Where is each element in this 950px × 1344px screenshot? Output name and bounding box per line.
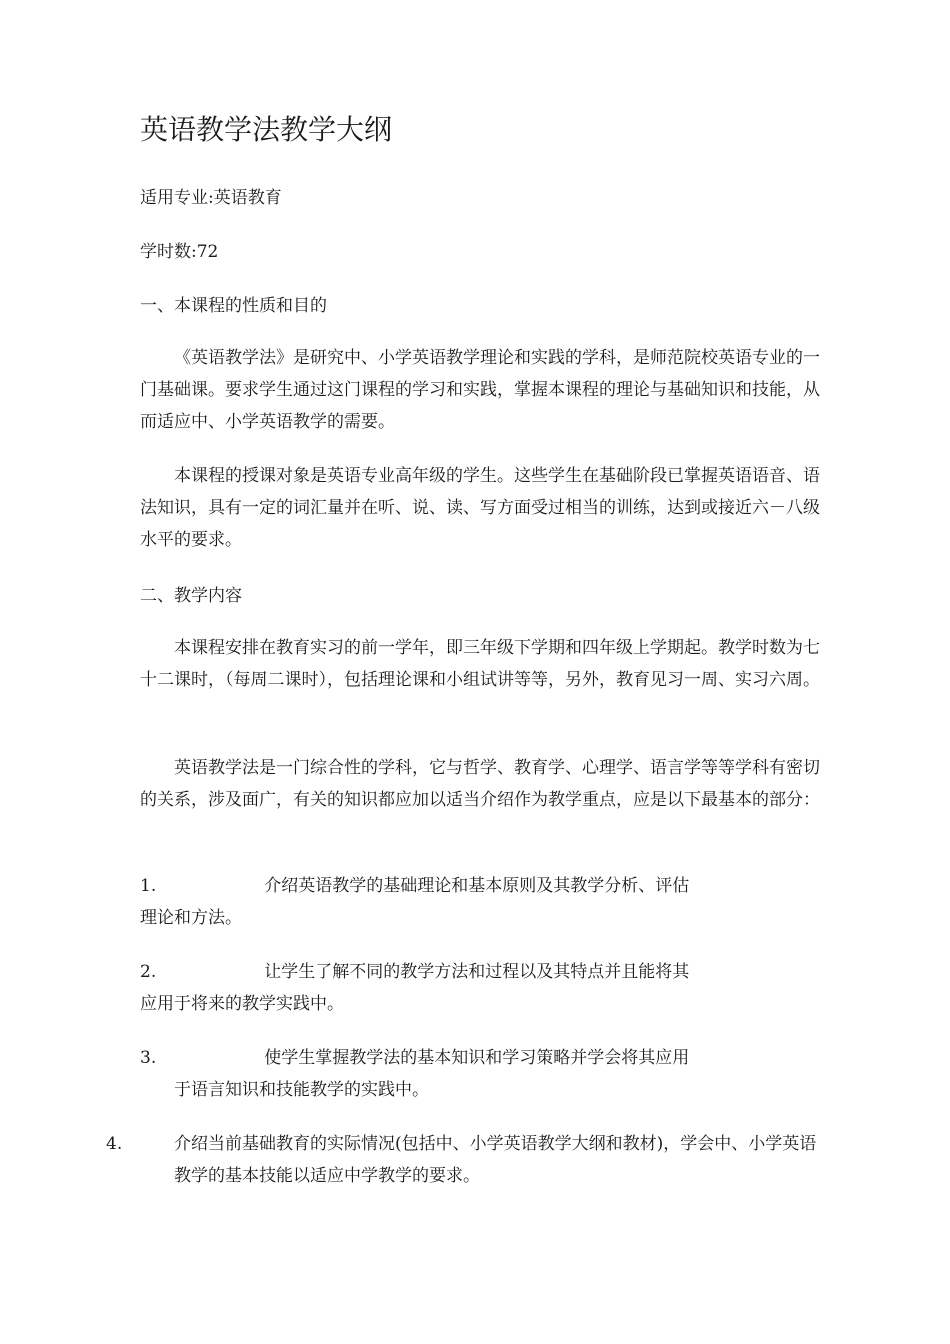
list-item [140, 870, 830, 934]
section2-paragraph-1: 本课程安排在教育实习的前一学年，即三年级下学期和四年级上学期起。教学时数为七十二课时，（每周二课时），包括理论课和小组试讲等等，另外，教育见习一周、实习六周。 [140, 638, 820, 690]
section-heading-1: 一、本课程的性质和目的 [140, 296, 327, 316]
list-item [140, 956, 830, 1020]
list-item-text: 使学生掌握教学法的基本知识和学习策略并学会将其应用 [264, 1048, 690, 1068]
list-item-number: 2. [140, 962, 157, 982]
list-item [140, 1042, 830, 1106]
list-item-text-continued: 应用于将来的教学实践中。 [140, 994, 344, 1014]
section1-paragraph-1: 《英语教学法》是研究中、小学英语教学理论和实践的学科，是师范院校英语专业的一门基础课。要求学生通过这门课程的学习和实践，掌握本课程的理论与基础知识和技能，从而适应中、小学英语教学的需要。 [140, 348, 820, 432]
list-item-text-continued: 于语言知识和技能教学的实践中。 [174, 1080, 429, 1100]
section1-paragraph-2: 本课程的授课对象是英语专业高年级的学生。这些学生在基础阶段已掌握英语语音、语法知识，具有一定的词汇量并在听、说、读、写方面受过相当的训练，达到或接近六－八级水平的要求。 [140, 466, 820, 550]
document-title: 英语教学法教学大纲 [140, 113, 393, 146]
list-item-number: 1. [140, 876, 157, 896]
list-item-number: 3. [140, 1048, 157, 1068]
list-item-number: 4. [106, 1134, 123, 1154]
list-item-text: 介绍当前基础教育的实际情况(包括中、小学英语教学大纲和教材)，学会中、小学英语教学的基本技能以适应中学教学的要求。 [174, 1134, 817, 1186]
list-item [106, 1128, 830, 1192]
list-item-text: 介绍英语教学的基础理论和基本原则及其教学分析、评估 [264, 876, 690, 896]
section-heading-2: 二、教学内容 [140, 586, 242, 606]
applicable-major: 适用专业:英语教育 [140, 188, 282, 208]
list-item-text: 让学生了解不同的教学方法和过程以及其特点并且能将其 [264, 962, 690, 982]
class-hours: 学时数:72 [140, 242, 219, 262]
list-item-text-continued: 理论和方法。 [140, 908, 242, 928]
section2-paragraph-2: 英语教学法是一门综合性的学科，它与哲学、教育学、心理学、语言学等等学科有密切的关系，涉及面广，有关的知识都应加以适当介绍作为教学重点，应是以下最基本的部分： [140, 758, 820, 810]
